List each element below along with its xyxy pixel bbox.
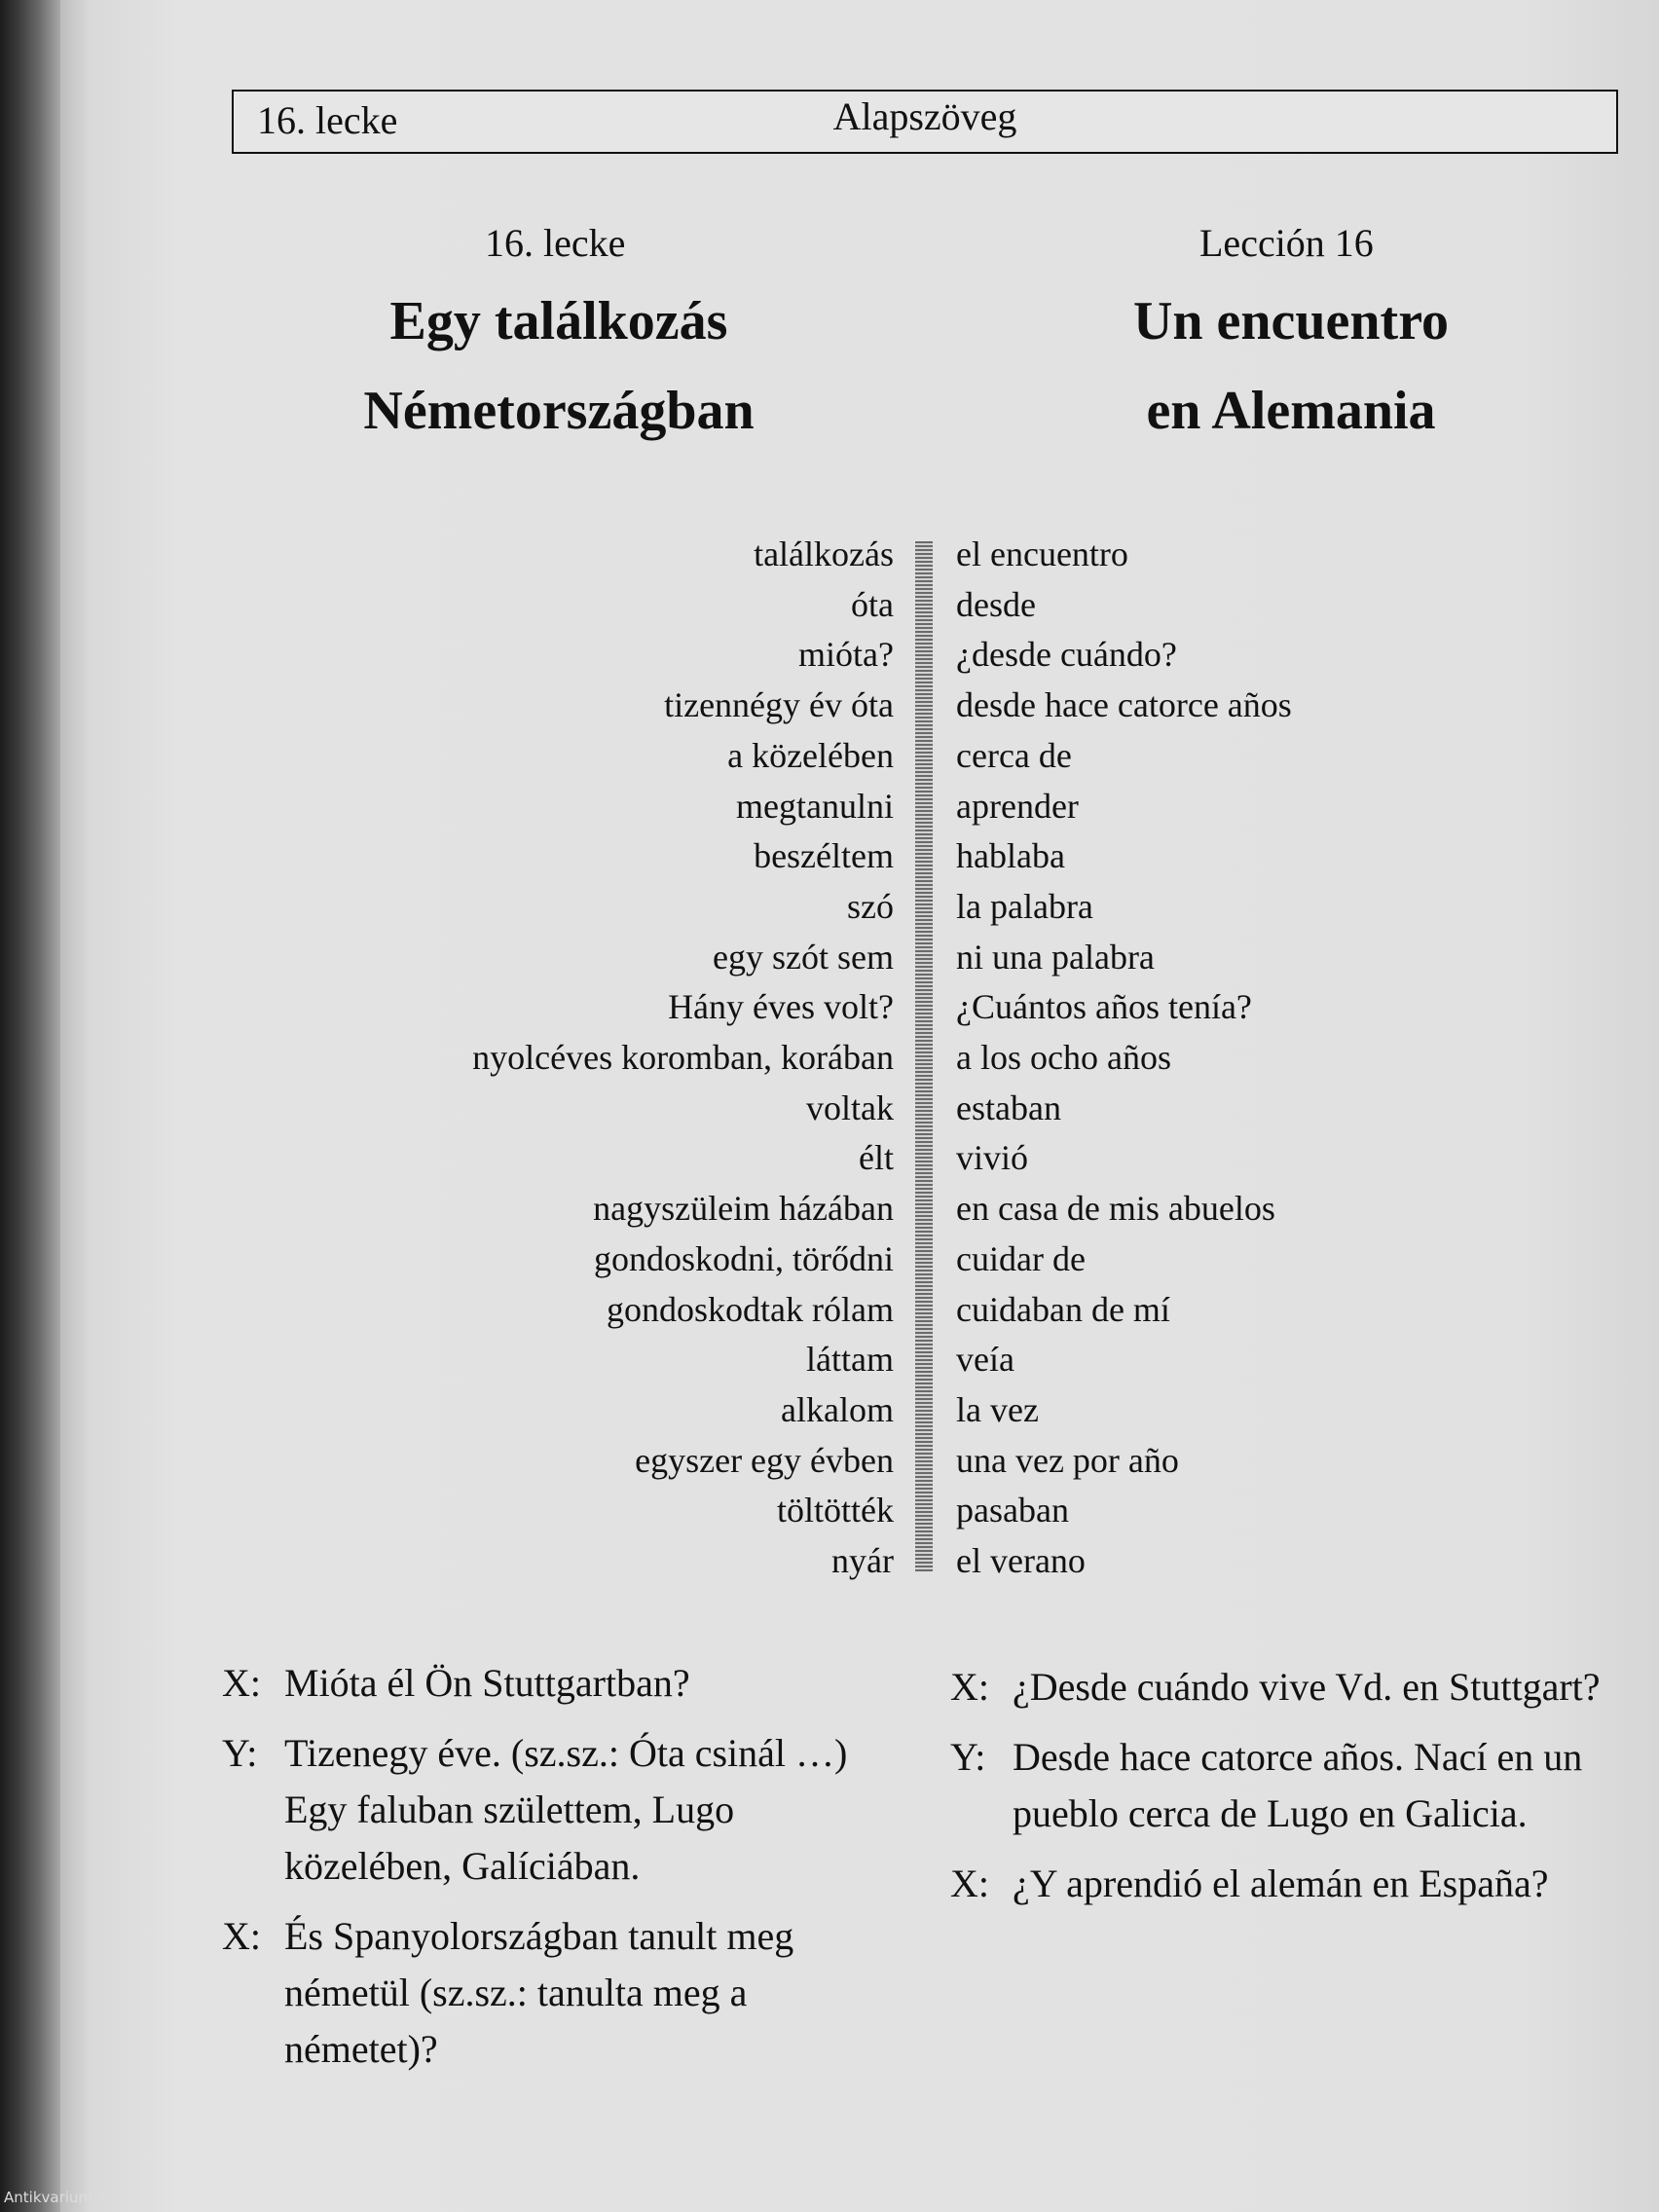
- vocab-es-term: en casa de mis abuelos: [956, 1189, 1275, 1229]
- vocab-es-term: aprender: [956, 786, 1079, 826]
- title-hu: [286, 276, 831, 456]
- vocab-es-term: pasaban: [956, 1491, 1069, 1530]
- vocab-es-term: cuidar de: [956, 1238, 1086, 1278]
- vocab-es-term: desde: [956, 584, 1036, 624]
- vocabulary-spanish-column: [956, 530, 1501, 1587]
- dialogue-text: Mióta él Ön Stuttgartban?: [284, 1661, 690, 1705]
- dialogue-text: Tizenegy éve. (sz.sz.: Óta csinál …) Egy faluban születtem, Lugo közelében, Galíciában.: [284, 1731, 848, 1888]
- dialogue-line: [222, 1908, 903, 2078]
- title-es-line2: en Alemania: [1146, 381, 1436, 441]
- title-hu-line2: Németországban: [363, 381, 755, 441]
- dialogue-speaker: X:: [222, 1661, 261, 1705]
- vocab-hu-term: gondoskodni, törődni: [593, 1238, 894, 1278]
- vocab-es-term: cuidaban de mí: [956, 1289, 1170, 1329]
- vocabulary-divider: [915, 541, 933, 1571]
- dialogue-speaker: Y:: [950, 1735, 986, 1779]
- title-hu-line1: Egy találkozás: [389, 291, 728, 351]
- vocab-es-term: la vez: [956, 1389, 1039, 1429]
- dialogue-text: ¿Y aprendió el alemán en España?: [1013, 1862, 1549, 1905]
- dialogue-line: [950, 1856, 1632, 1912]
- vocab-es-term: el verano: [956, 1541, 1086, 1581]
- vocab-hu-term: egy szót sem: [713, 937, 894, 977]
- watermark: Antikvarium.hu: [4, 2189, 116, 2206]
- dialogue-speaker: X:: [950, 1665, 989, 1709]
- vocab-hu-term: nyár: [831, 1541, 894, 1581]
- lesson-number-es: Lección 16: [1199, 221, 1374, 265]
- header-section-title: Alapszöveg: [832, 94, 1017, 138]
- vocab-es-term: veía: [956, 1340, 1014, 1380]
- vocab-hu-term: nagyszüleim házában: [593, 1189, 894, 1229]
- vocab-hu-term: beszéltem: [754, 836, 894, 876]
- vocab-es-term: la palabra: [956, 886, 1093, 926]
- vocab-es-term: hablaba: [956, 836, 1065, 876]
- dialogue-text: És Spanyolországban tanult meg németül (sz.sz.: tanulta meg a németet)?: [284, 1914, 794, 2071]
- dialogue-speaker: X:: [950, 1862, 989, 1905]
- title-es-line1: Un encuentro: [1132, 291, 1450, 351]
- dialogue-text: Desde hace catorce años. Nací en un pueblo cerca de Lugo en Galicia.: [1013, 1735, 1583, 1835]
- vocabulary-hungarian-column: [271, 530, 894, 1587]
- dialogue-text: ¿Desde cuándo vive Vd. en Stuttgart?: [1013, 1665, 1601, 1709]
- vocab-hu-term: Hány éves volt?: [668, 987, 894, 1027]
- vocab-hu-term: megtanulni: [736, 786, 894, 826]
- dialogue-line: [950, 1659, 1632, 1715]
- vocab-es-term: desde hace catorce años: [956, 685, 1292, 725]
- dialogue-spanish: [950, 1659, 1632, 1926]
- vocab-es-term: estaban: [956, 1088, 1061, 1127]
- vocab-hu-term: szó: [847, 886, 894, 926]
- book-binding: [0, 0, 60, 2212]
- title-es: [1018, 276, 1564, 456]
- vocab-hu-term: egyszer egy évben: [635, 1440, 894, 1480]
- vocab-hu-term: gondoskodtak rólam: [607, 1289, 894, 1329]
- vocab-hu-term: töltötték: [777, 1491, 894, 1530]
- vocab-hu-term: tizennégy év óta: [664, 685, 894, 725]
- vocab-es-term: ¿Cuántos años tenía?: [956, 987, 1252, 1027]
- header-lesson-label: 16. lecke: [257, 98, 398, 142]
- vocab-hu-term: voltak: [806, 1088, 894, 1127]
- page-header: [232, 90, 1618, 154]
- vocab-es-term: el encuentro: [956, 535, 1128, 573]
- vocab-hu-term: mióta?: [798, 635, 894, 675]
- vocab-es-term: una vez por año: [956, 1440, 1179, 1480]
- vocab-hu-term: láttam: [806, 1340, 894, 1380]
- vocab-hu-term: találkozás: [754, 535, 894, 573]
- vocab-hu-term: nyolcéves koromban, korában: [472, 1038, 894, 1078]
- vocab-es-term: ¿desde cuándo?: [956, 635, 1177, 675]
- vocab-hu-term: a közelében: [727, 735, 894, 775]
- dialogue-line: [222, 1725, 903, 1895]
- vocab-es-term: vivió: [956, 1138, 1029, 1178]
- dialogue-line: [222, 1655, 903, 1712]
- dialogue-speaker: Y:: [222, 1731, 258, 1775]
- vocab-es-term: cerca de: [956, 735, 1072, 775]
- vocab-hu-term: alkalom: [781, 1389, 894, 1429]
- vocab-hu-term: óta: [851, 584, 894, 624]
- dialogue-line: [950, 1729, 1632, 1842]
- dialogue-speaker: X:: [222, 1914, 261, 1958]
- vocab-es-term: ni una palabra: [956, 937, 1155, 977]
- lesson-number-hu: 16. lecke: [485, 221, 626, 265]
- dialogue-hungarian: [222, 1655, 903, 2091]
- vocab-hu-term: élt: [859, 1138, 894, 1178]
- vocab-es-term: a los ocho años: [956, 1038, 1171, 1078]
